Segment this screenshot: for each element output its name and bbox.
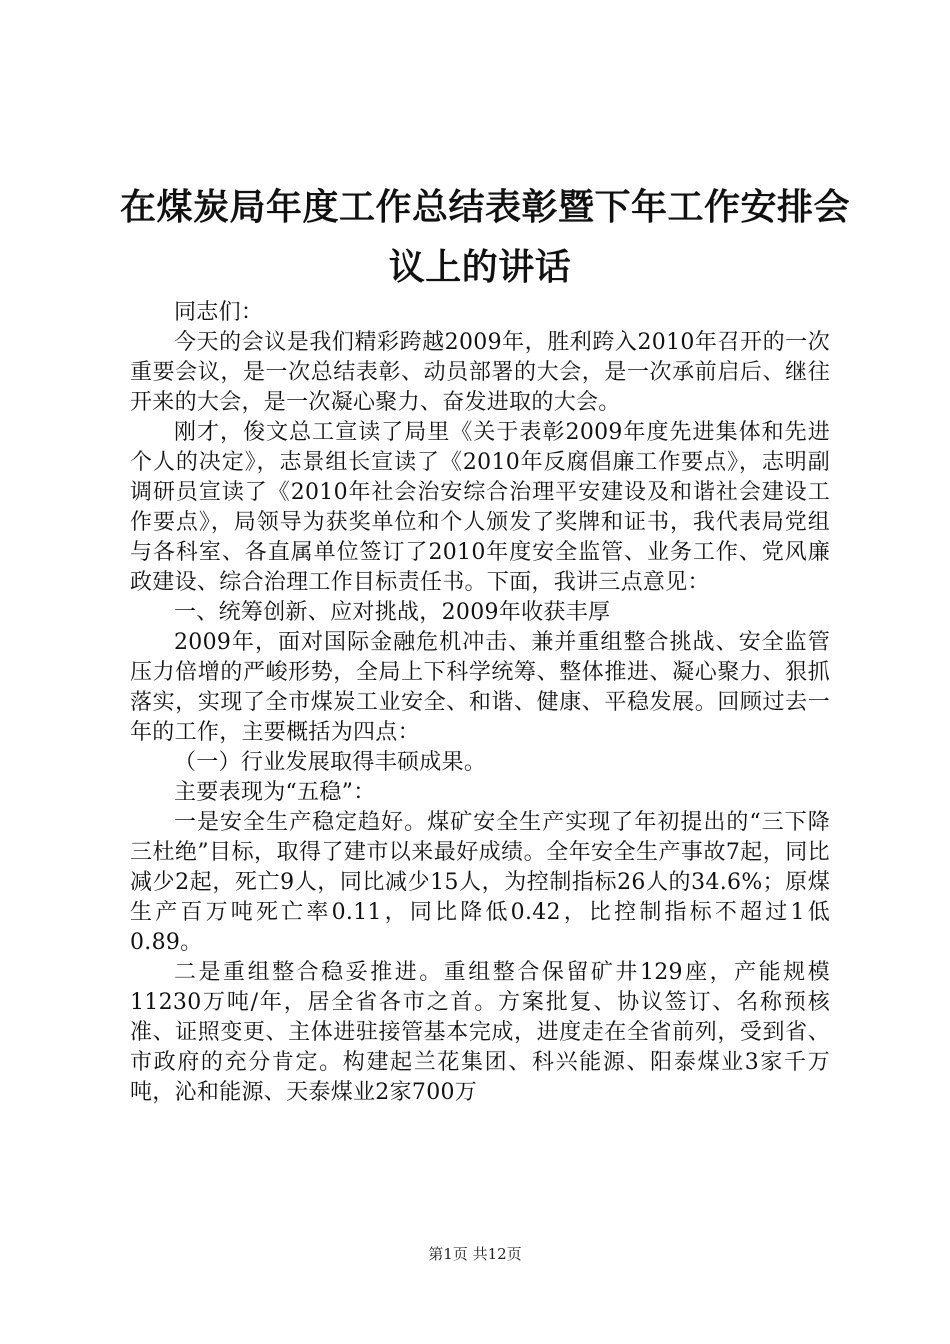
section-heading-1: 一、统筹创新、应对挑战，2009年收获丰厚 <box>174 600 611 625</box>
paragraph-reorganization: 二是重组整合稳妥推进。重组整合保留矿井129座，产能规模11230万吨/年，居全省各市之首。方案批复、协议签订、名称预核准、证照变更、主体进驻接管基本完成，进度走在全省前列，受到省、市政府的充分肯定。构建起兰花集团、科兴能源、阳泰煤业3家千万吨，沁和能源、天泰煤业2家700万 <box>130 960 830 1105</box>
title-line-2: 议上的讲话 <box>388 247 572 288</box>
page-title <box>120 178 851 298</box>
salutation: 同志们： <box>174 300 264 325</box>
paragraph-safety: 一是安全生产稳定趋好。煤矿安全生产实现了年初提出的“三下降三杜绝”目标，取得了建市以来最好成绩。全年安全生产事故7起，同比减少2起，死亡9人，同比减少15人，为控制指标26人的34.6%；原煤生产百万吨死亡率0.11，同比降低0.42，比控制指标不超过1低0.89。 <box>130 810 830 955</box>
paragraph-review: 2009年，面对国际金融危机冲击、兼并重组整合挑战、安全监管压力倍增的严峻形势，全局上下科学统筹、整体推进、凝心聚力、狠抓落实，实现了全市煤炭工业安全、和谐、健康、平稳发展。回顾过去一年的工作，主要概括为四点： <box>130 630 830 745</box>
title-line-1: 在煤炭局年度工作总结表彰暨下年工作安排会 <box>120 187 851 228</box>
paragraph-opening: 今天的会议是我们精彩跨越2009年，胜利跨入2010年召开的一次重要会议，是一次总结表彰、动员部署的大会，是一次承前启后、继往开来的大会，是一次凝心聚力、奋发进取的大会。 <box>130 330 830 415</box>
paragraph-five-stable: 主要表现为“五稳”： <box>174 780 376 805</box>
document-body <box>130 298 830 1108</box>
page-number-footer: 第1页 共12页 <box>428 1245 522 1263</box>
subsection-heading-1: （一）行业发展取得丰硕成果。 <box>174 750 487 775</box>
paragraph-summary: 刚才，俊文总工宣读了局里《关于表彰2009年度先进集体和先进个人的决定》，志景组长宣读了《2010年反腐倡廉工作要点》，志明副调研员宣读了《2010年社会治安综合治理平安建设及和谐社会建设工作要点》，局领导为获奖单位和个人颁发了奖牌和证书，我代表局党组与各科室、各直属单位签订了2010年度安全监管、业务工作、党风廉政建设、综合治理工作目标责任书。下面，我讲三点意见： <box>130 420 830 595</box>
